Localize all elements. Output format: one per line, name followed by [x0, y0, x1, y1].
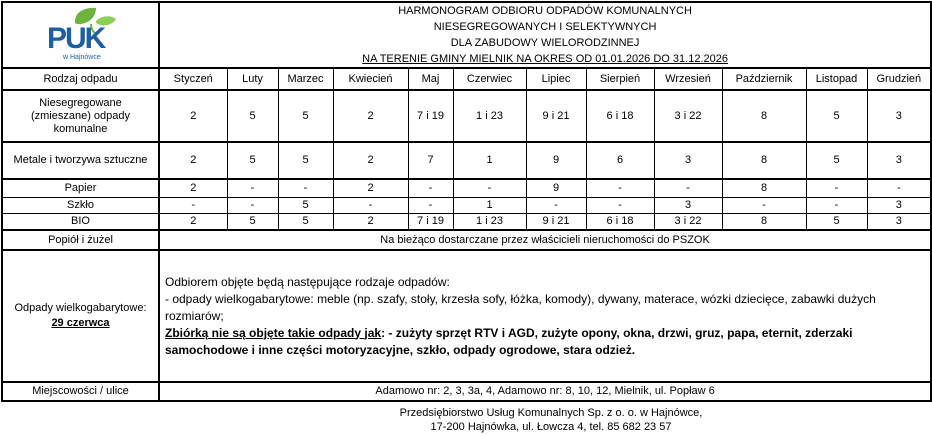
schedule-value-cell: 9 [526, 179, 586, 198]
schedule-value-cell: - [867, 179, 931, 198]
schedule-value-cell: 6 i 18 [586, 90, 654, 142]
schedule-value-cell: 5 [278, 198, 333, 214]
schedule-value-cell: 3 i 22 [654, 90, 722, 142]
schedule-row-bio [2, 214, 931, 231]
title-line-4: NA TERENIE GMINY MIELNIK NA OKRES OD 01.01.2026 DO 31.12.2026 [362, 53, 728, 65]
schedule-value-cell: 2 [159, 142, 227, 179]
schedule-value-cell: 5 [806, 142, 867, 179]
footer-company-name: Przedsiębiorstwo Usług Komunalnych Sp. z o. o. w Hajnówce, [399, 407, 703, 419]
schedule-value-cell: 1 [453, 142, 526, 179]
schedule-value-cell: 5 [806, 214, 867, 231]
localities-value: Adamowo nr: 2, 3, 3a, 4, Adamowo nr: 8, 10, 12, Mielnik, ul. Popław 6 [159, 382, 931, 401]
ash-slag-note: Na bieżąco dostarczane przez właścicieli nieruchomości do PSZOK [159, 230, 931, 250]
schedule-value-cell: 8 [722, 90, 806, 142]
bulky-waste-title: Odpady wielkogabarytowe: [14, 302, 147, 314]
bulky-excluded-title: Zbiórką nie są objęte takie odpady jak [165, 325, 382, 340]
month-header-cell: Styczeń [159, 68, 227, 90]
month-header-cell: Marzec [278, 68, 333, 90]
month-header-cell: Październik [722, 68, 806, 90]
schedule-value-cell: 7 [408, 142, 453, 179]
schedule-value-cell: 3 [867, 198, 931, 214]
bulky-intro: Odbiorem objęte będą następujące rodzaje odpadów: [165, 274, 450, 289]
logo-subtext: w Hajnówce [62, 54, 101, 61]
bulky-excluded-list: : - zużyty sprzęt RTV i AGD, zużyte opony, okna, drzwi, gruz, papa, eternit, zderzaki samochodowe i inne części motoryzacyjne, szkło, odpady ogrodowe, stara odzież. [165, 325, 853, 357]
schedule-value-cell: 3 [654, 142, 722, 179]
schedule-value-cell: - [526, 198, 586, 214]
schedule-value-cell: - [453, 179, 526, 198]
company-footer [170, 403, 932, 434]
header-row [2, 2, 931, 68]
waste-type-label: Metale i tworzywa sztuczne [2, 142, 159, 179]
schedule-value-cell: 1 i 23 [453, 90, 526, 142]
localities-row [2, 382, 931, 401]
title-line-3: DLA ZABUDOWY WIELORODZINNEJ [450, 37, 640, 49]
title-line-2: NIESEGREGOWANYCH I SELEKTYWNYCH [433, 21, 657, 33]
schedule-value-cell: - [227, 198, 278, 214]
schedule-value-cell: 2 [159, 214, 227, 231]
schedule-value-cell: 2 [333, 179, 408, 198]
schedule-value-cell: 8 [722, 179, 806, 198]
schedule-value-cell: 5 [278, 214, 333, 231]
month-header-cell: Sierpień [586, 68, 654, 90]
waste-type-label: Popiół i żużel [2, 230, 159, 250]
schedule-row-mixed-waste [2, 90, 931, 142]
logo-cell [2, 2, 159, 68]
schedule-value-cell: - [806, 198, 867, 214]
schedule-value-cell: 2 [159, 179, 227, 198]
schedule-value-cell: 3 [867, 90, 931, 142]
schedule-value-cell: 5 [227, 90, 278, 142]
schedule-value-cell: 7 i 19 [408, 90, 453, 142]
puk-logo [33, 6, 129, 64]
schedule-value-cell: 3 [867, 214, 931, 231]
month-header-cell: Maj [408, 68, 453, 90]
schedule-row-paper [2, 179, 931, 198]
title-line-1: HARMONOGRAM ODBIORU ODPADÓW KOMUNALNYCH [398, 5, 692, 17]
schedule-value-cell: 6 i 18 [586, 214, 654, 231]
schedule-value-cell: 9 [526, 142, 586, 179]
column-header-row [2, 68, 931, 90]
waste-type-label: Niesegregowane (zmieszane) odpady komunalne [2, 90, 159, 142]
month-header-cell: Lipiec [526, 68, 586, 90]
schedule-value-cell: 9 i 21 [526, 90, 586, 142]
schedule-value-cell: 2 [333, 90, 408, 142]
schedule-value-cell: 8 [722, 142, 806, 179]
bulky-included-items: - odpady wielkogabarytowe: meble (np. szafy, stoły, krzesła sofy, łóżka, komody), dywany, materace, wózki dziecięce, zabawki dużych rozmiarów; [165, 291, 876, 323]
schedule-row-metals-plastics [2, 142, 931, 179]
svg-text:PUK: PUK [46, 22, 104, 55]
month-header-cell: Kwiecień [333, 68, 408, 90]
waste-type-label: BIO [2, 214, 159, 231]
bulky-waste-date: 29 czerwca [51, 317, 110, 329]
schedule-value-cell: 2 [333, 142, 408, 179]
schedule-value-cell: 2 [159, 90, 227, 142]
schedule-value-cell: 5 [227, 214, 278, 231]
schedule-value-cell: 5 [278, 90, 333, 142]
schedule-value-cell: 3 [654, 198, 722, 214]
schedule-value-cell: 5 [227, 142, 278, 179]
schedule-value-cell: - [333, 198, 408, 214]
schedule-value-cell: 1 [453, 198, 526, 214]
footer-company-address: 17-200 Hajnówka, ul. Łowcza 4, tel. 85 682 23 57 [430, 421, 672, 433]
waste-type-label: Szkło [2, 198, 159, 214]
schedule-value-cell: 3 [867, 142, 931, 179]
schedule-value-cell: - [408, 198, 453, 214]
schedule-value-cell: 3 i 22 [654, 214, 722, 231]
month-header-cell: Czerwiec [453, 68, 526, 90]
schedule-value-cell: 5 [806, 90, 867, 142]
month-header-cell: Wrzesień [654, 68, 722, 90]
bulky-excluded-items [165, 325, 924, 359]
localities-label: Miejscowości / ulice [2, 382, 159, 401]
schedule-row-glass [2, 198, 931, 214]
bulky-waste-row [2, 250, 931, 382]
schedule-value-cell: 6 [586, 142, 654, 179]
schedule-value-cell: - [806, 179, 867, 198]
month-header-cell: Grudzień [867, 68, 931, 90]
schedule-value-cell: 1 i 23 [453, 214, 526, 231]
schedule-value-cell: - [654, 179, 722, 198]
schedule-value-cell: - [408, 179, 453, 198]
schedule-value-cell: 5 [278, 142, 333, 179]
waste-type-label: Papier [2, 179, 159, 198]
bulky-waste-label [2, 250, 159, 382]
ash-slag-row [2, 230, 931, 250]
month-header-cell: Luty [227, 68, 278, 90]
schedule-value-cell: 7 i 19 [408, 214, 453, 231]
month-header-cell: Listopad [806, 68, 867, 90]
schedule-value-cell: - [227, 179, 278, 198]
schedule-value-cell: 9 i 21 [526, 214, 586, 231]
schedule-value-cell: 8 [722, 214, 806, 231]
schedule-value-cell: - [586, 179, 654, 198]
waste-collection-schedule-table [1, 1, 932, 402]
schedule-value-cell: - [278, 179, 333, 198]
schedule-value-cell: - [159, 198, 227, 214]
bulky-waste-description [159, 250, 931, 382]
document-title [159, 2, 931, 68]
waste-type-column-header: Rodzaj odpadu [2, 68, 159, 90]
schedule-value-cell: - [722, 198, 806, 214]
schedule-value-cell: - [586, 198, 654, 214]
schedule-value-cell: 2 [333, 214, 408, 231]
